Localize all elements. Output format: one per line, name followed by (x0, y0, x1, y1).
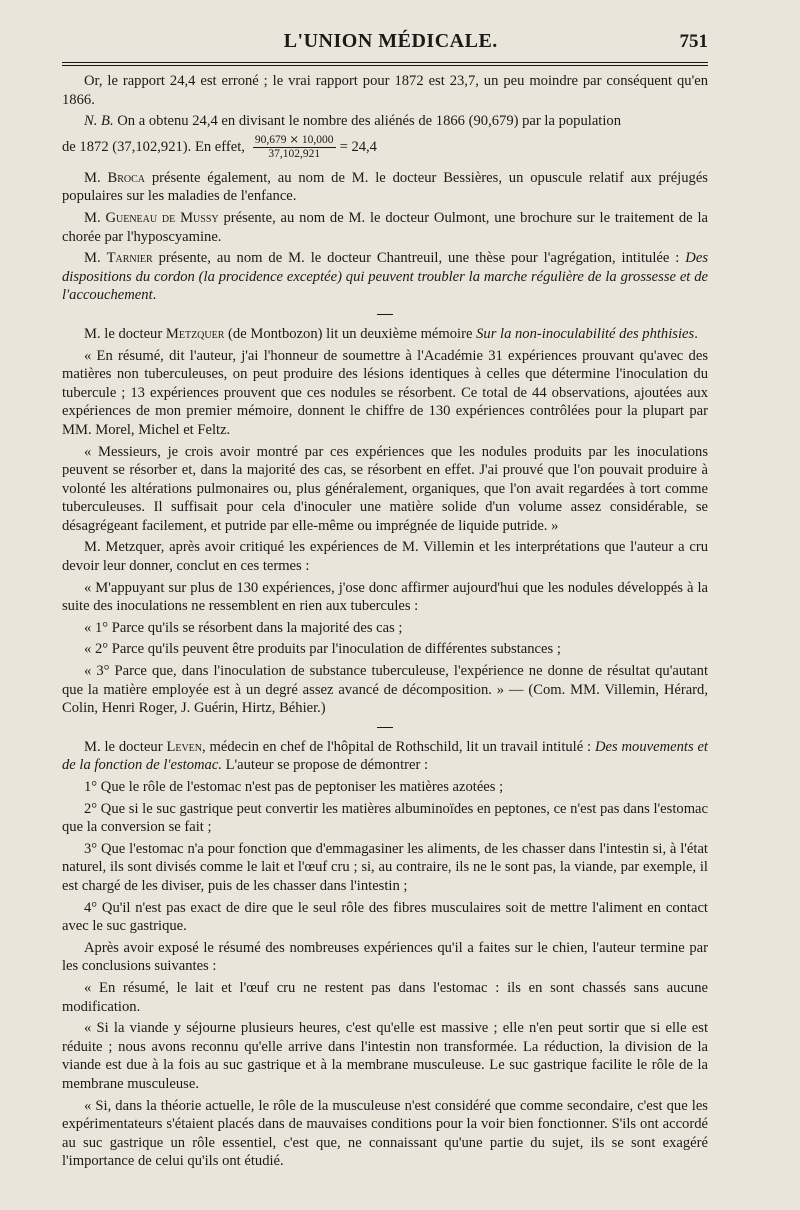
author-name: Leven (166, 738, 203, 755)
paragraph-rapport: Or, le rapport 24,4 est erroné ; le vrai rapport pour 1872 est 23,7, un peu moindre par conséquent qu'en 1866. (62, 73, 708, 108)
header-rule-thin (62, 65, 708, 66)
list-item: « 3° Parce que, dans l'inoculation de substance tuberculeuse, l'expérience ne donne de résultat qu'autant que la matière employée est à un degré assez avancé de décomposition. » — (Com. MM. Villemin, Hérard, Colin, Henri Roger, J. Guérin, Hirtz, Béhier.) (62, 663, 708, 717)
paragraph: Après avoir exposé le résumé des nombreuses expériences qu'il a faites sur le chien, l'auteur termine par les conclusions suivantes : (62, 939, 708, 975)
fraction-result: = 24,4 (339, 138, 377, 155)
author-name: Metzquer (165, 325, 225, 342)
quote-paragraph: « En résumé, le lait et l'œuf cru ne restent pas dans l'estomac : ils en sont chassés sans aucune modification. (62, 979, 708, 1015)
header-rule (62, 62, 708, 63)
quote-paragraph: « Messieurs, je crois avoir montré par ces expériences que les nodules produits par les inoculations peuvent se résorber et, dans la majorité des cas, se résorbent en effet. J'ai prouvé que l'on pouvait produire à volonté les altérations pulmonaires ou, plus généralement, organiques, que l'on avait regardées à tort comme tuberculeuses. Il suffisait pour cela d'inoculer une matière solide d'un volume assez considérable, se désagrégeant facilement, et putride par elle-même ou imprégnée de liquide putride. » (62, 443, 708, 534)
journal-title: L'UNION MÉDICALE. (283, 30, 498, 52)
page-number: 751 (679, 31, 708, 52)
paragraph-broca: M. Broca présente également, au nom de M. le docteur Bessières, un opuscule relatif aux préjugés populaires sur les maladies de l'enfance. (62, 169, 708, 205)
author-name: Gueneau de Mussy (105, 209, 219, 226)
section-separator (377, 727, 393, 728)
nb-label: N. B. (84, 113, 114, 130)
paragraph-nota-bene: N. B. On a obtenu 24,4 en divisant le nombre des aliénés de 1866 (90,679) par la population (84, 113, 622, 130)
author-name: Broca (107, 169, 145, 186)
list-item: 1° Que le rôle de l'estomac n'est pas de peptoniser les matières azotées ; (84, 779, 504, 795)
list-item: 2° Que si le suc gastrique peut convertir les matières albuminoïdes en peptones, ce n'est pas dans l'estomac que la conversion se fait ; (62, 800, 708, 836)
author-name: Tarnier (106, 250, 153, 267)
fraction-equation: de 1872 (37,102,921). En effet, $\frac{90,679 ⨯ 10,000}{37,102,921}$ = 24,4 (62, 133, 377, 160)
section-separator (377, 314, 393, 315)
fraction-denominator: 37,102,921 (268, 147, 321, 160)
work-title: Des dispositions du cordon (la procidence exceptée) qui peuvent troubler la marche régulière de la grossesse et de l'accouchement (62, 250, 708, 304)
paragraph-metzquer: M. le docteur Metzquer (de Montbozon) lit un deuxième mémoire Sur la non-inoculabilité des phthisies. (84, 325, 698, 342)
running-header (62, 30, 708, 60)
quote-paragraph: « En résumé, dit l'auteur, j'ai l'honneur de soumettre à l'Académie 31 expériences prouvant qu'avec des matières non tuberculeuses, on peut produire des lésions identiques à celles que détermine l'inoculation du tubercule ; 13 expériences prouvent que ces nodules se résorbent. Ce total de 44 observations, ajoutées aux expériences de mon premier mémoire, donnent le chiffre de 130 expériences contrôlées pour la plupart par MM. Morel, Michel et Feltz. (62, 347, 708, 438)
quote-paragraph: « M'appuyant sur plus de 130 expériences, j'ose donc affirmer aujourd'hui que les nodules développés à la suite des inoculations ne ressemblent en rien aux tubercules : (62, 579, 708, 615)
list-item: « 1° Parce qu'ils se résorbent dans la majorité des cas ; (84, 619, 403, 636)
fraction (253, 134, 336, 161)
paragraph-leven: M. le docteur Leven, médecin en chef de l'hôpital de Rothschild, lit un travail intitulé : Des mouvements et de la fonction de l'estomac. L'auteur se propose de démontrer : (62, 738, 708, 774)
list-item: 4° Qu'il n'est pas exact de dire que le seul rôle des fibres musculaires soit de mettre l'aliment en contact avec le suc gastrique. (62, 899, 708, 935)
work-title: Sur la non-inoculabilité des phthisies (476, 325, 695, 342)
paragraph-tarnier: M. Tarnier présente, au nom de M. le docteur Chantreuil, une thèse pour l'agrégation, intitulée : Des dispositions du cordon (la procidence exceptée) qui peuvent troubler la marche régulière de la grossesse et de l'accouchement. (62, 250, 708, 304)
quote-paragraph: « Si, dans la théorie actuelle, le rôle de la musculeuse n'est considéré que comme secondaire, c'est que les expérimentateurs s'étaient placés dans de mauvaises conditions pour la voir bien fonctionner. S'ils ont accordé au suc gastrique un rôle essentiel, c'est que, ne connaissant qu'une partie du sujet, ils se sont exagéré l'importance de celui qu'ils ont étudié. (62, 1097, 708, 1170)
fraction-numerator: 90,679 ⨯ 10,000 (254, 133, 334, 146)
list-item: 3° Que l'estomac n'a pour fonction que d'emmagasiner les aliments, de les chasser dans l'intestin si, à l'état naturel, ils sont divisés comme le lait et l'œuf cru ; si, au contraire, ils ne le sont pas, la viande, par exemple, il est chargé de les diviser, puis de les chasser dans l'intestin ; (62, 840, 708, 894)
paragraph: M. Metzquer, après avoir critiqué les expériences de M. Villemin et les interprétations que l'auteur a cru devoir leur donner, conclut en ces termes : (62, 539, 708, 575)
list-item: « 2° Parce qu'ils peuvent être produits par l'inoculation de différentes substances ; (84, 641, 561, 658)
work-title: Des mouvements et de la fonction de l'estomac. (62, 738, 708, 774)
paragraph-gueneau: M. Gueneau de Mussy présente, au nom de M. le docteur Oulmont, une brochure sur le traitement de la chorée par l'hyposcyamine. (62, 209, 708, 245)
quote-paragraph: « Si la viande y séjourne plusieurs heures, c'est qu'elle est massive ; elle n'en peut sortir que si elle est réduite ; nous avons reconnu qu'elle arrive dans l'intestin non transformée. La réduction, la division de la viande est due à la fois au suc gastrique et à la membrane musculeuse. Le suc gastrique facilite le rôle de la membrane musculeuse. (62, 1020, 708, 1092)
